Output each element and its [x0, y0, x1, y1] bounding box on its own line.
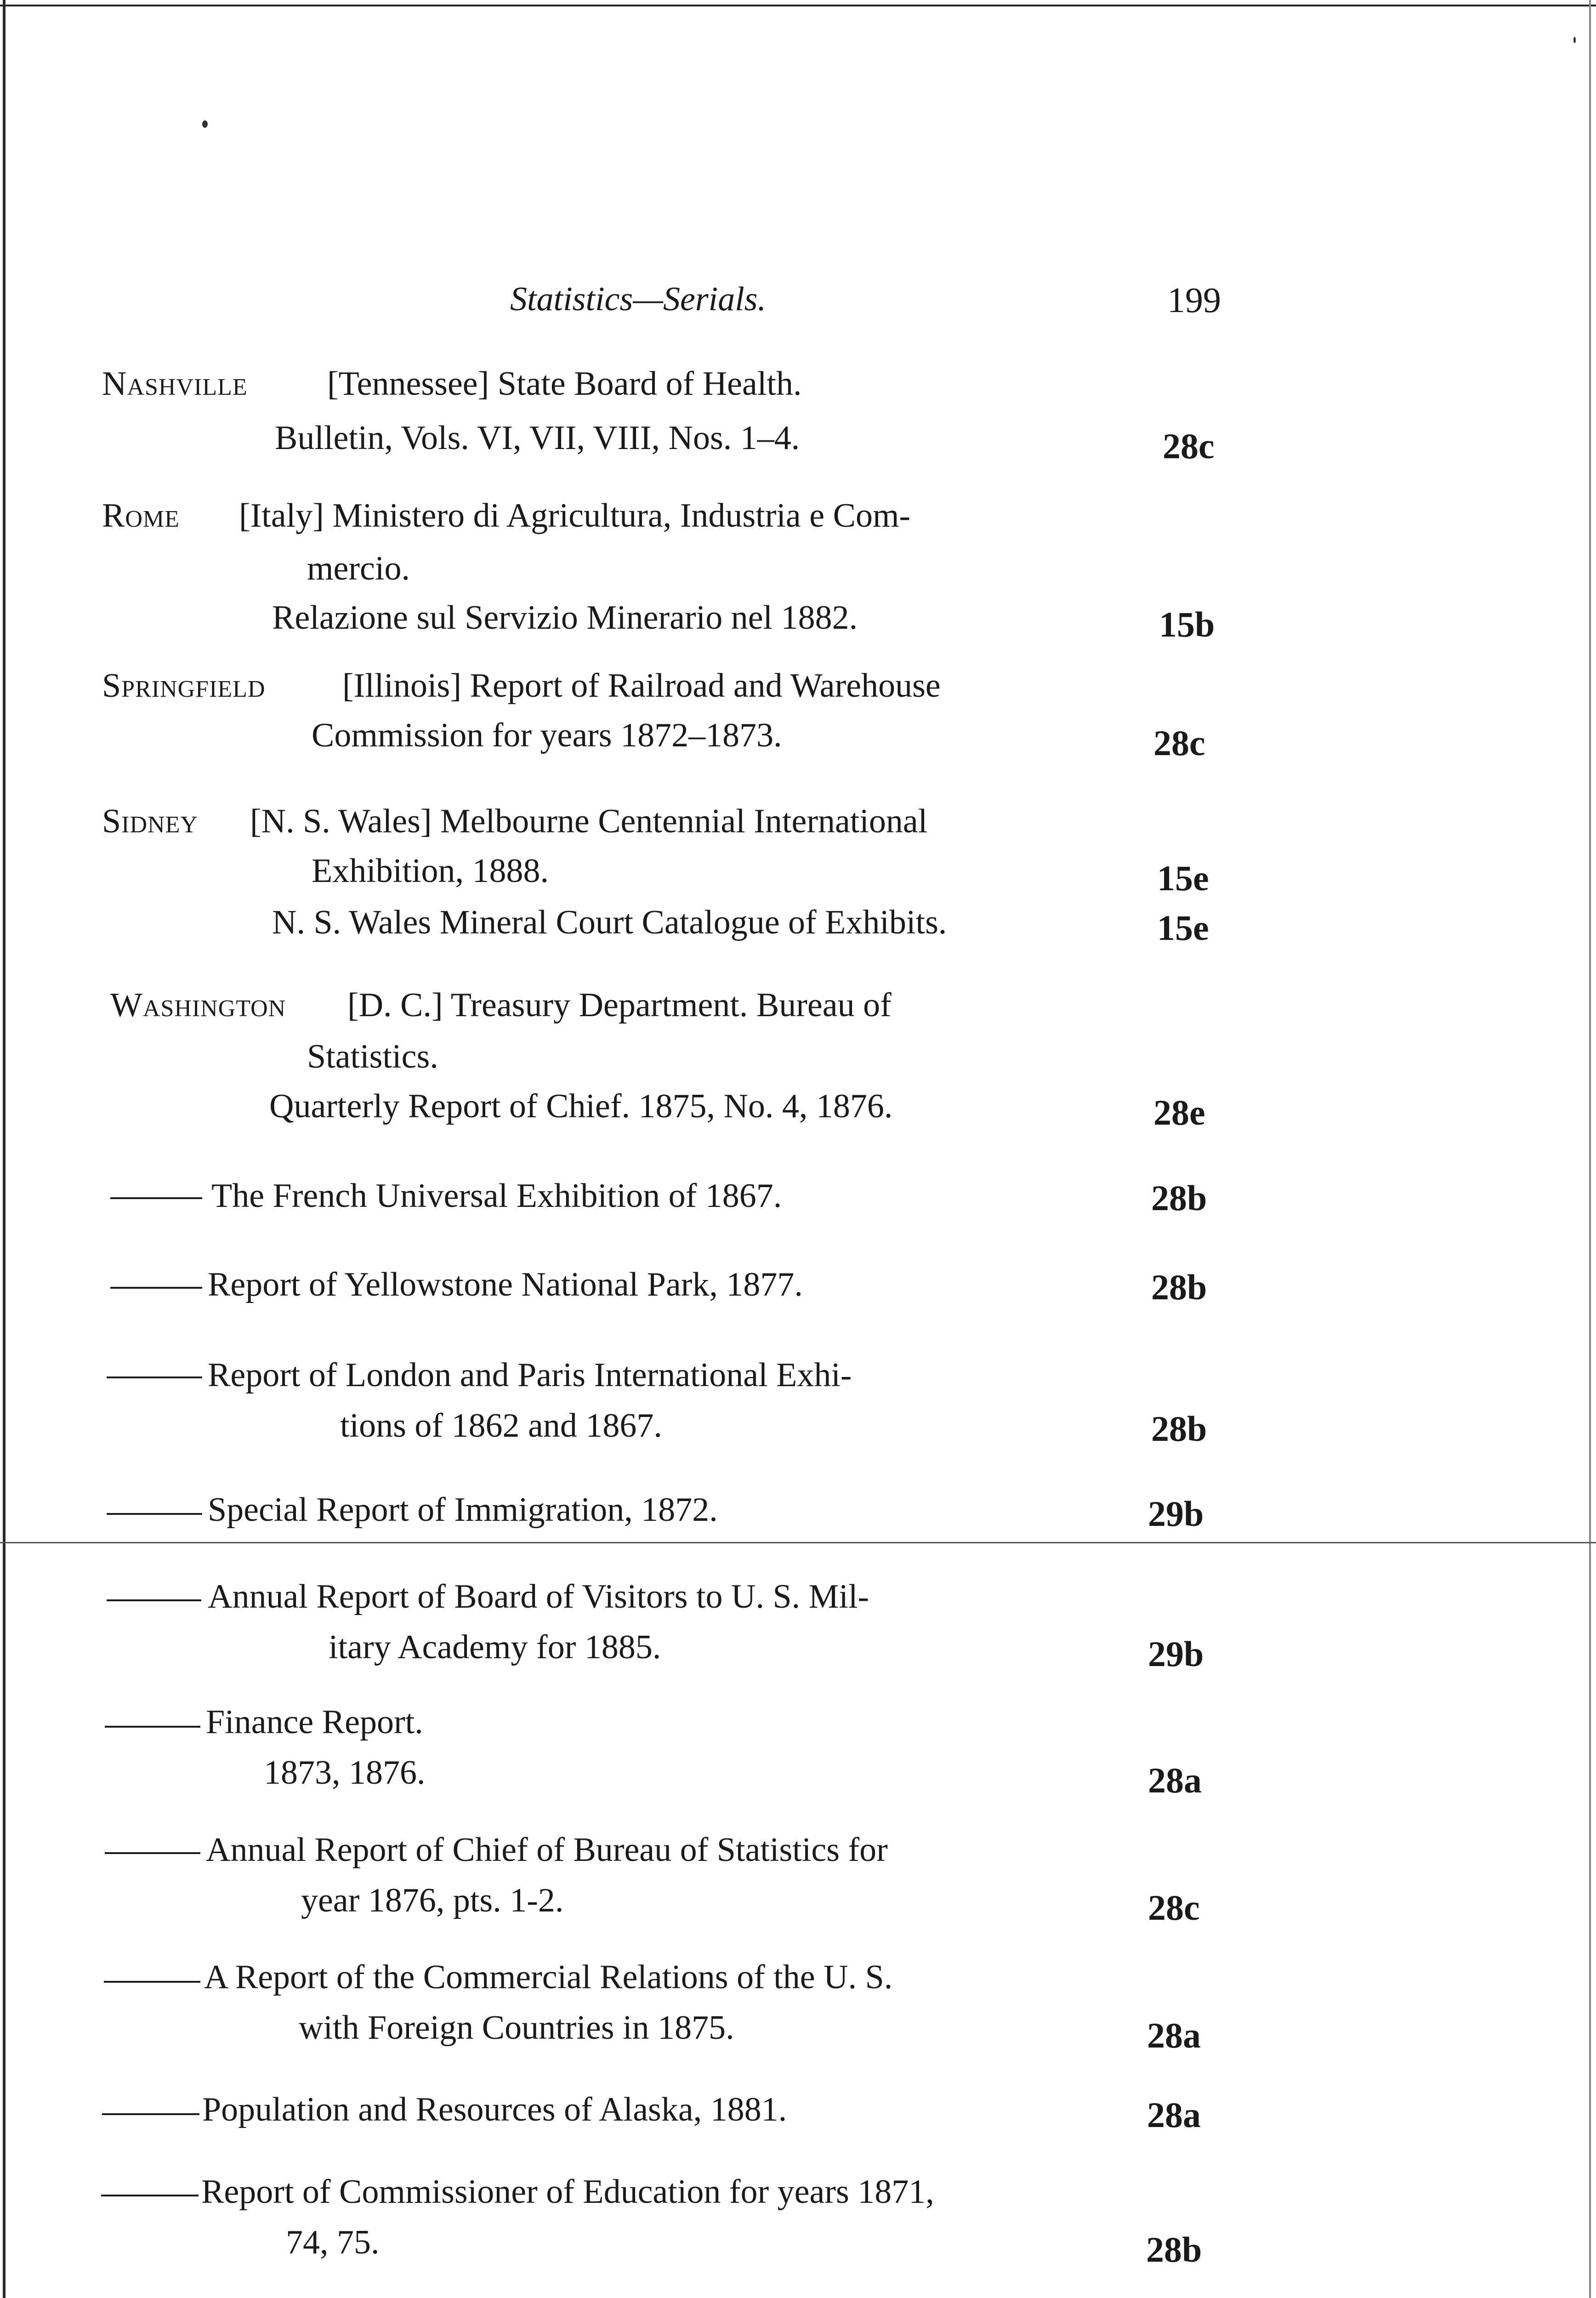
- entry-title: Quarterly Report of Chief. 1875, No. 4, 1876.: [269, 1087, 893, 1125]
- ditto-dash: [107, 1599, 201, 1601]
- entry-heading-cont: Commission for years 1872–1873.: [312, 717, 782, 754]
- ditto-dash: [110, 1197, 202, 1199]
- entry-title-cont: year 1876, pts. 1-2.: [301, 1882, 564, 1919]
- entry-title: A Report of the Commercial Relations of the U. S.: [204, 1958, 893, 1996]
- shelf-code: 28c: [1163, 426, 1215, 466]
- entry-title: Annual Report of Chief of Bureau of Statistics for: [206, 1831, 888, 1869]
- entry-title: Report of London and Paris International Exhi-: [208, 1356, 852, 1394]
- shelf-code: 28b: [1146, 2230, 1202, 2270]
- page-number: 199: [1167, 280, 1221, 320]
- scan-speck: [1573, 37, 1576, 43]
- entry-title-cont: with Foreign Countries in 1875.: [299, 2009, 734, 2047]
- scan-border-top: [0, 5, 1596, 6]
- shelf-code: 28a: [1148, 1760, 1202, 1800]
- entry-title-cont: 74, 75.: [286, 2224, 380, 2261]
- shelf-code: 28b: [1151, 1409, 1207, 1449]
- scan-fold-line: [0, 1542, 1596, 1543]
- shelf-code: 28c: [1148, 1888, 1200, 1928]
- entry-heading: [N. S. Wales] Melbourne Centennial International: [250, 802, 928, 840]
- shelf-code: 28b: [1151, 1178, 1207, 1218]
- shelf-code: 28c: [1153, 723, 1205, 763]
- ditto-dash: [102, 2113, 199, 2115]
- shelf-code: 28e: [1153, 1092, 1205, 1132]
- entry-place: Washington: [110, 986, 286, 1024]
- entry-heading: [Tennessee] State Board of Health.: [327, 365, 802, 403]
- entry-title: Report of Commissioner of Education for years 1871,: [201, 2173, 934, 2211]
- entry-title-cont: 1873, 1876.: [264, 1754, 426, 1792]
- shelf-code: 28a: [1147, 2095, 1201, 2135]
- shelf-code: 29b: [1148, 1634, 1204, 1674]
- entry-title: Population and Resources of Alaska, 1881.: [202, 2091, 787, 2128]
- entry-title: Finance Report.: [206, 1703, 423, 1741]
- ditto-dash: [104, 1981, 200, 1983]
- ditto-dash: [107, 1513, 202, 1515]
- entry-title: Relazione sul Servizio Minerario nel 1882.: [272, 599, 858, 637]
- ditto-dash: [105, 1726, 200, 1728]
- shelf-code: 29b: [1148, 1494, 1204, 1534]
- ditto-dash: [101, 2195, 199, 2196]
- shelf-code: 28b: [1151, 1267, 1207, 1307]
- entry-heading-cont: Exhibition, 1888.: [312, 852, 549, 890]
- scan-speck: [202, 120, 208, 128]
- entry-heading: [D. C.] Treasury Department. Bureau of: [347, 986, 892, 1024]
- entry-title: Report of Yellowstone National Park, 1877.: [208, 1266, 803, 1303]
- shelf-code: 15e: [1157, 908, 1209, 948]
- entry-heading-cont: Statistics.: [307, 1038, 438, 1075]
- entry-place: Nashville: [102, 365, 248, 403]
- entry-title-cont: tions of 1862 and 1867.: [340, 1407, 662, 1445]
- entry-place: Springfield: [102, 667, 266, 705]
- entry-heading: [Illinois] Report of Railroad and Warehouse: [342, 667, 941, 705]
- ditto-dash: [110, 1287, 202, 1289]
- shelf-code: 15b: [1159, 604, 1215, 644]
- entry-title: N. S. Wales Mineral Court Catalogue of Exhibits.: [272, 904, 947, 941]
- entry-title-cont: itary Academy for 1885.: [329, 1628, 661, 1666]
- entry-title: The French Universal Exhibition of 1867.: [211, 1177, 782, 1215]
- ditto-dash: [107, 1377, 202, 1378]
- entry-heading: [Italy] Ministero di Agricultura, Industria e Com-: [239, 497, 911, 535]
- entry-place: Rome: [102, 497, 180, 535]
- entry-title: Annual Report of Board of Visitors to U. S. Mil-: [208, 1578, 869, 1615]
- scan-border-left: [3, 0, 6, 2298]
- shelf-code: 15e: [1157, 858, 1209, 898]
- entry-title: Special Report of Immigration, 1872.: [208, 1491, 718, 1529]
- entry-heading-cont: mercio.: [307, 550, 410, 587]
- scan-border-right: [1589, 0, 1591, 2298]
- shelf-code: 28a: [1147, 2015, 1201, 2055]
- running-title: Statistics—Serials.: [510, 280, 767, 318]
- entry-title: Bulletin, Vols. VI, VII, VIII, Nos. 1–4.: [275, 419, 800, 457]
- entry-place: Sidney: [102, 802, 198, 840]
- ditto-dash: [105, 1852, 200, 1854]
